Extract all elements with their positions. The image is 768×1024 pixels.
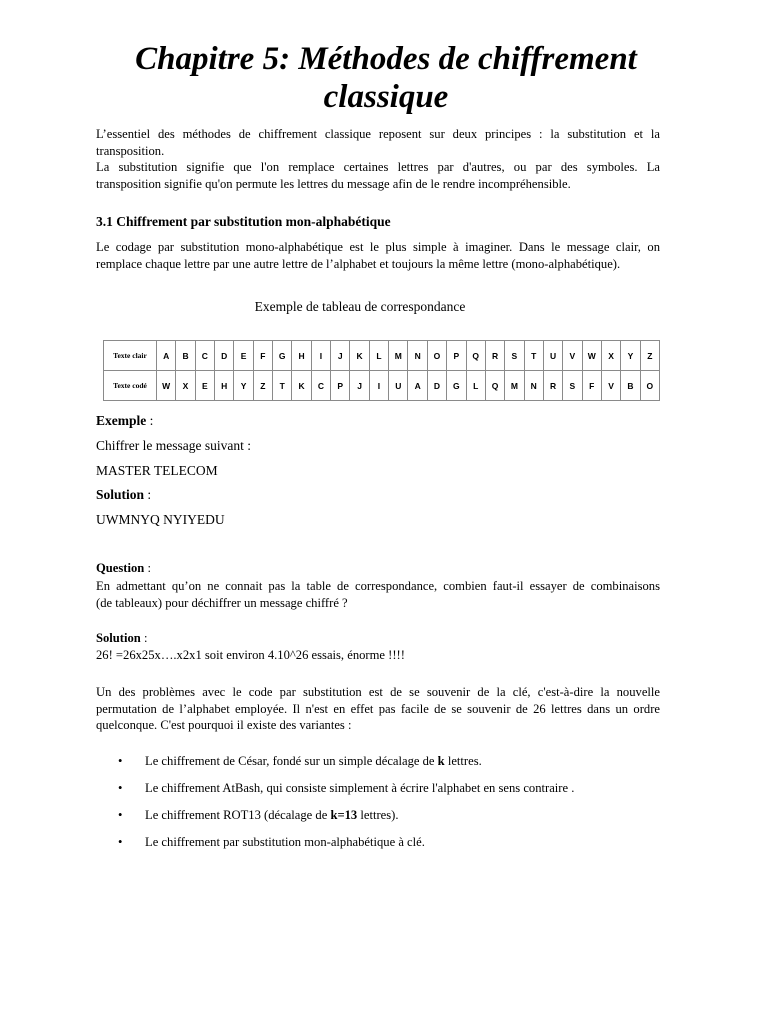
coded-letter-cell: C [311,371,330,401]
clear-header: Texte clair [104,341,157,371]
list-item [96,833,660,860]
variants-list [96,752,660,860]
intro-line: L’essentiel des méthodes de chiffrement classique reposent sur deux principes : la substitution et la [96,127,660,141]
clear-letter-cell: L [369,341,388,371]
coded-letter-cell: P [331,371,350,401]
clear-letter-cell: D [215,341,234,371]
coded-letter-cell: U [389,371,408,401]
coded-header: Texte codé [104,371,157,401]
variant-text: Le chiffrement de César, fondé sur un simple décalage de [145,754,438,768]
clear-letter-cell: G [273,341,292,371]
coded-letter-cell: N [524,371,543,401]
question-heading [96,561,151,576]
table-caption: Exemple de tableau de correspondance [254,299,466,314]
intro-line: transposition. [96,143,165,158]
clear-letter-cell: H [292,341,311,371]
clear-letter-cell: K [350,341,369,371]
clear-letter-cell: M [389,341,408,371]
list-item [96,779,660,806]
question-line: (de tableaux) pour déchiffrer un message chiffré ? [96,595,348,610]
intro-line: La substitution signifie que l'on remplace certaines lettres par d'autres, ou par des symboles. La [96,160,660,174]
bullet: • [118,781,123,795]
variant-bold: k=13 [330,808,358,822]
coded-letter-cell: Z [253,371,272,401]
coded-letter-cell: H [215,371,234,401]
clear-letter-cell: E [234,341,253,371]
coded-letter-cell: E [195,371,214,401]
clear-letter-cell: F [253,341,272,371]
clear-letter-cell: T [524,341,543,371]
clear-letter-cell: V [563,341,582,371]
section-line: Le codage par substitution mono-alphabétique est le plus simple à imaginer. Dans le message clair, on [96,240,660,254]
problem-paragraph [96,684,660,734]
coded-letter-cell: M [505,371,524,401]
example-solution: UWMNYQ NYIYEDU [96,512,225,527]
example-message: MASTER TELECOM [96,463,218,478]
coded-letter-cell: S [563,371,582,401]
clear-letter-cell: U [543,341,562,371]
coded-letter-cell: J [350,371,369,401]
table-row-clear [104,341,660,371]
clear-letter-cell: Y [621,341,640,371]
question-paragraph [96,578,660,611]
coded-letter-cell: D [427,371,446,401]
section-line: remplace chaque lettre par une autre lettre de l’alphabet et toujours la même lettre (mono-alphabétique). [96,256,621,271]
bullet: • [118,835,123,849]
coded-letter-cell: R [543,371,562,401]
variant-text: Le chiffrement ROT13 (décalage de [145,808,331,822]
question-label: Question [96,561,145,575]
variant-text: Le chiffrement par substitution mon-alphabétique à clé. [145,835,425,849]
example-colon: : [146,413,154,428]
clear-letter-cell: S [505,341,524,371]
example-label: Exemple [96,413,147,428]
section-paragraph [96,239,660,272]
clear-letter-cell: X [601,341,620,371]
question-solution-colon: : [140,631,148,645]
clear-letter-cell: R [485,341,504,371]
coded-letter-cell: L [466,371,485,401]
question-solution-heading [96,631,147,646]
variant-text: lettres. [444,754,482,768]
coded-letter-cell: O [640,371,659,401]
question-colon: : [144,561,151,575]
clear-letter-cell: A [157,341,176,371]
clear-letter-cell: B [176,341,195,371]
clear-letter-cell: P [447,341,466,371]
clear-letter-cell: N [408,341,427,371]
problem-line: permutation de l’alphabet employée. Il n'est en effet pas facile de se souvenir de 26 lettres dans un ordre [96,701,660,716]
list-item [96,806,660,833]
variant-text: lettres). [357,808,399,822]
solution-colon: : [144,487,152,502]
clear-letter-cell: C [195,341,214,371]
question-answer: 26! =26x25x….x2x1 soit environ 4.10^26 essais, énorme !!!! [96,648,405,662]
coded-letter-cell: B [621,371,640,401]
coded-letter-cell: Q [485,371,504,401]
coded-letter-cell: W [157,371,176,401]
coded-letter-cell: G [447,371,466,401]
chapter-title: Chapitre 5: Méthodes de chiffrement classique [135,41,637,115]
problem-line: Un des problèmes avec le code par substitution est de se souvenir de la clé, c'est-à-dire la nouvelle [96,685,660,699]
clear-letter-cell: Q [466,341,485,371]
clear-letter-cell: J [331,341,350,371]
clear-letter-cell: O [427,341,446,371]
solution-label: Solution [96,487,145,502]
coded-letter-cell: I [369,371,388,401]
problem-line: quelconque. C'est pourquoi il existe des variantes : [96,718,352,732]
coded-letter-cell: A [408,371,427,401]
clear-letter-cell: I [311,341,330,371]
list-item [96,752,660,779]
bullet: • [118,808,123,822]
clear-letter-cell: Z [640,341,659,371]
example-solution-heading [96,487,151,503]
table-row-coded [104,371,660,401]
section-heading: 3.1 Chiffrement par substitution mon-alphabétique [96,214,391,229]
coded-letter-cell: T [273,371,292,401]
clear-letter-cell: W [582,341,601,371]
question-line: En admettant qu’on ne connait pas la table de correspondance, combien faut-il essayer de combinaisons [96,579,660,593]
coded-letter-cell: X [176,371,195,401]
intro-paragraph [96,126,660,192]
variant-bold: k [437,754,445,768]
question-solution-label: Solution [96,631,141,645]
example-instruction: Chiffrer le message suivant : [96,438,251,453]
example-heading [96,413,153,429]
coded-letter-cell: K [292,371,311,401]
intro-line: transposition signifie qu'on permute les lettres du message afin de le rendre incompréhensible. [96,176,571,191]
coded-letter-cell: F [582,371,601,401]
coded-letter-cell: V [601,371,620,401]
coded-letter-cell: Y [234,371,253,401]
bullet: • [118,754,123,768]
variant-text: Le chiffrement AtBash, qui consiste simplement à écrire l'alphabet en sens contraire . [145,781,575,795]
correspondence-table [103,340,660,401]
